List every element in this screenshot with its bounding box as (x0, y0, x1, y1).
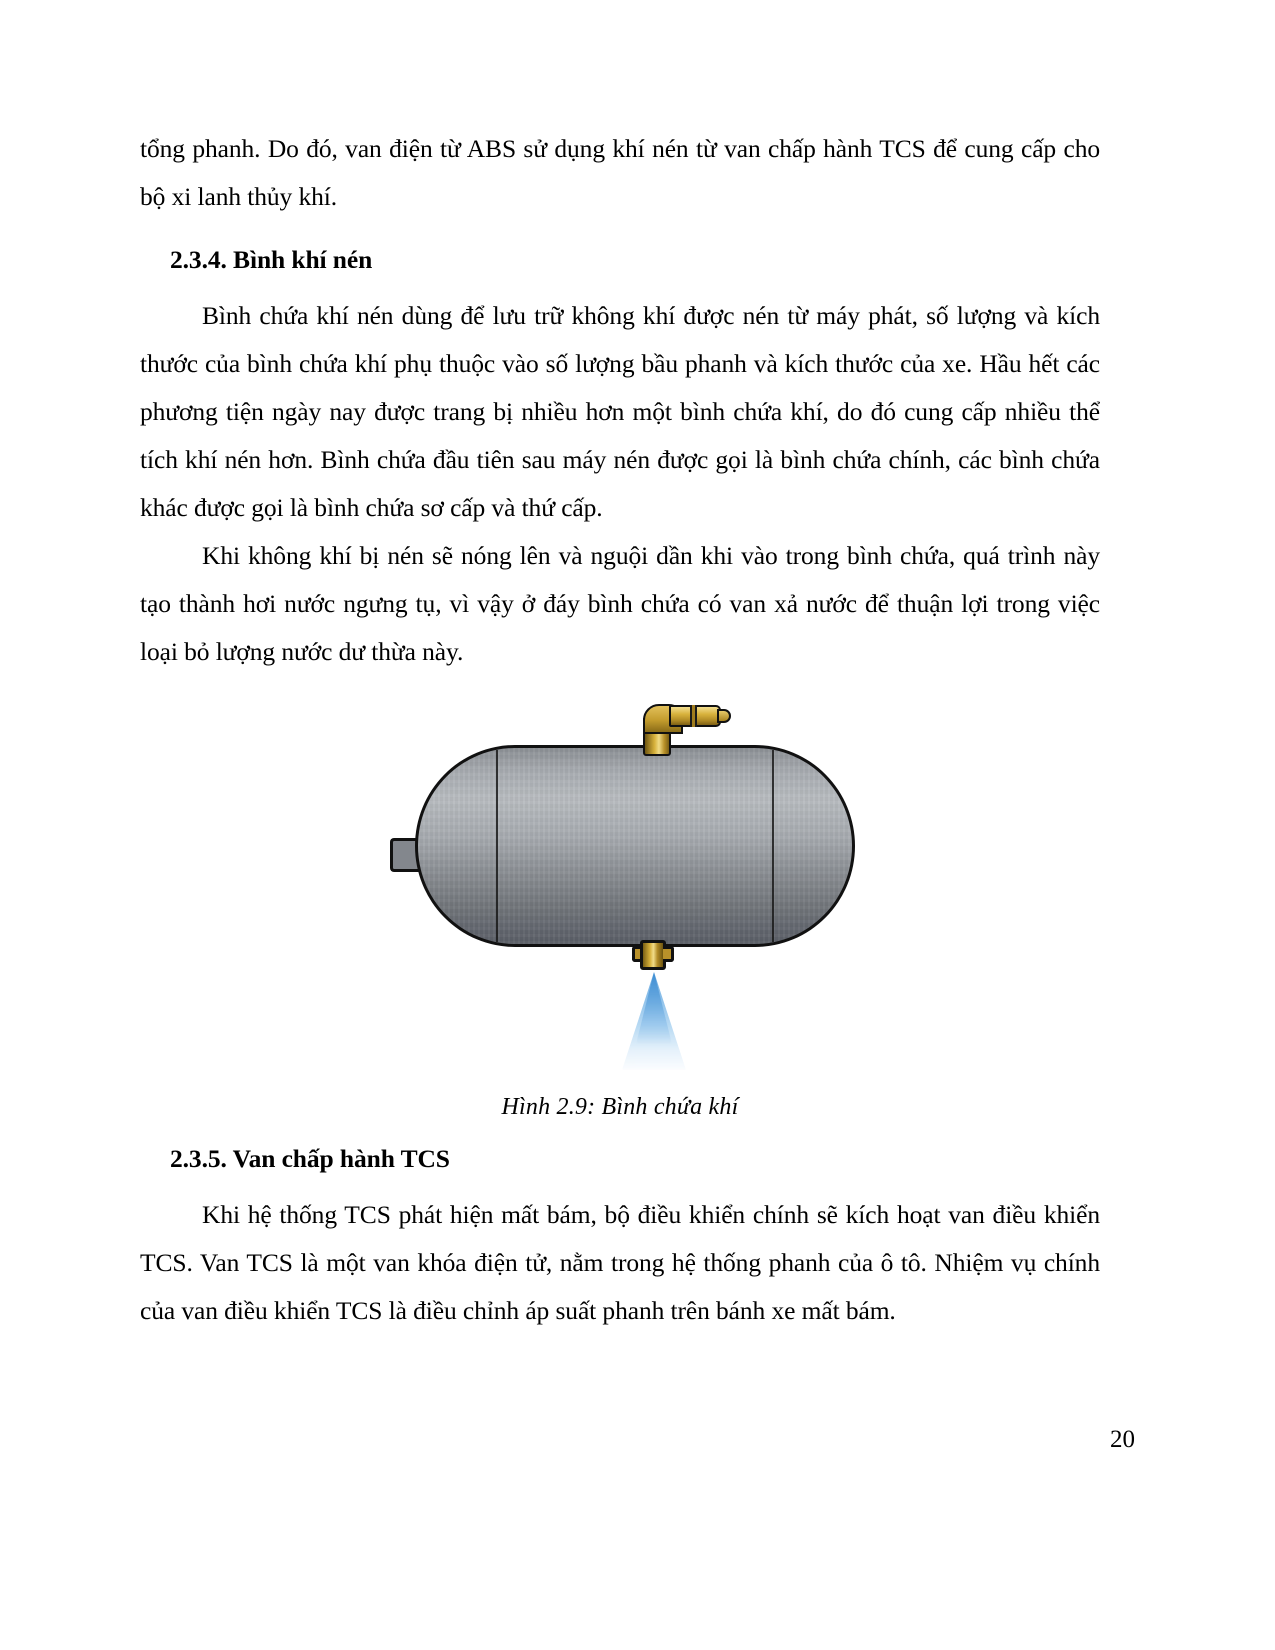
air-tank-illustration (360, 700, 880, 1080)
top-elbow-fitting (643, 704, 733, 752)
paragraph-air-tank-1: Bình chứa khí nén dùng để lưu trữ không khí được nén từ máy phát, số lượng và kích thước của bình chứa khí phụ thuộc vào số lượng bầu phanh và kích thước của xe. Hầu hết các phương tiện ngày nay được trang bị nhiều hơn một bình chứa khí, do đó cung cấp nhiều thể tích khí nén hơn. Bình chứa đầu tiên sau máy nén được gọi là bình chứa chính, các bình chứa khác được gọi là bình chứa sơ cấp và thứ cấp. (140, 301, 1100, 522)
tank-seam-left (496, 750, 498, 942)
elbow-hex-nut (690, 705, 697, 727)
page-content (140, 125, 1100, 1335)
heading-section-2-3-5: 2.3.5. Van chấp hành TCS (170, 1144, 450, 1173)
drain-valve-flange-right (663, 946, 674, 962)
water-spray-core (636, 972, 672, 1044)
tank-seam-right (772, 750, 774, 942)
page-number: 20 (1110, 1426, 1135, 1453)
tank-body (415, 745, 855, 947)
figure-caption: Hình 2.9: Bình chứa khí (501, 1094, 739, 1120)
paragraph-intro-continuation: tổng phanh. Do đó, van điện từ ABS sử dụng khí nén từ van chấp hành TCS để cung cấp cho bộ xi lanh thủy khí. (140, 134, 1100, 211)
bottom-drain-valve (632, 938, 674, 974)
elbow-tip (717, 709, 731, 723)
heading-section-2-3-4: 2.3.4. Bình khí nén (170, 245, 373, 274)
tank-surface-texture (418, 748, 852, 944)
figure-2-9 (140, 700, 1100, 1120)
paragraph-air-tank-2: Khi không khí bị nén sẽ nóng lên và nguội dần khi vào trong bình chứa, quá trình này tạo thành hơi nước ngưng tụ, vì vậy ở đáy bình chứa có van xả nước để thuận lợi trong việc loại bỏ lượng nước dư thừa này. (140, 541, 1100, 666)
paragraph-tcs-1: Khi hệ thống TCS phát hiện mất bám, bộ điều khiển chính sẽ kích hoạt van điều khiển TCS. Van TCS là một van khóa điện tử, nằm trong hệ thống phanh của ô tô. Nhiệm vụ chính của van điều khiển TCS là điều chỉnh áp suất phanh trên bánh xe mất bám. (140, 1200, 1100, 1325)
